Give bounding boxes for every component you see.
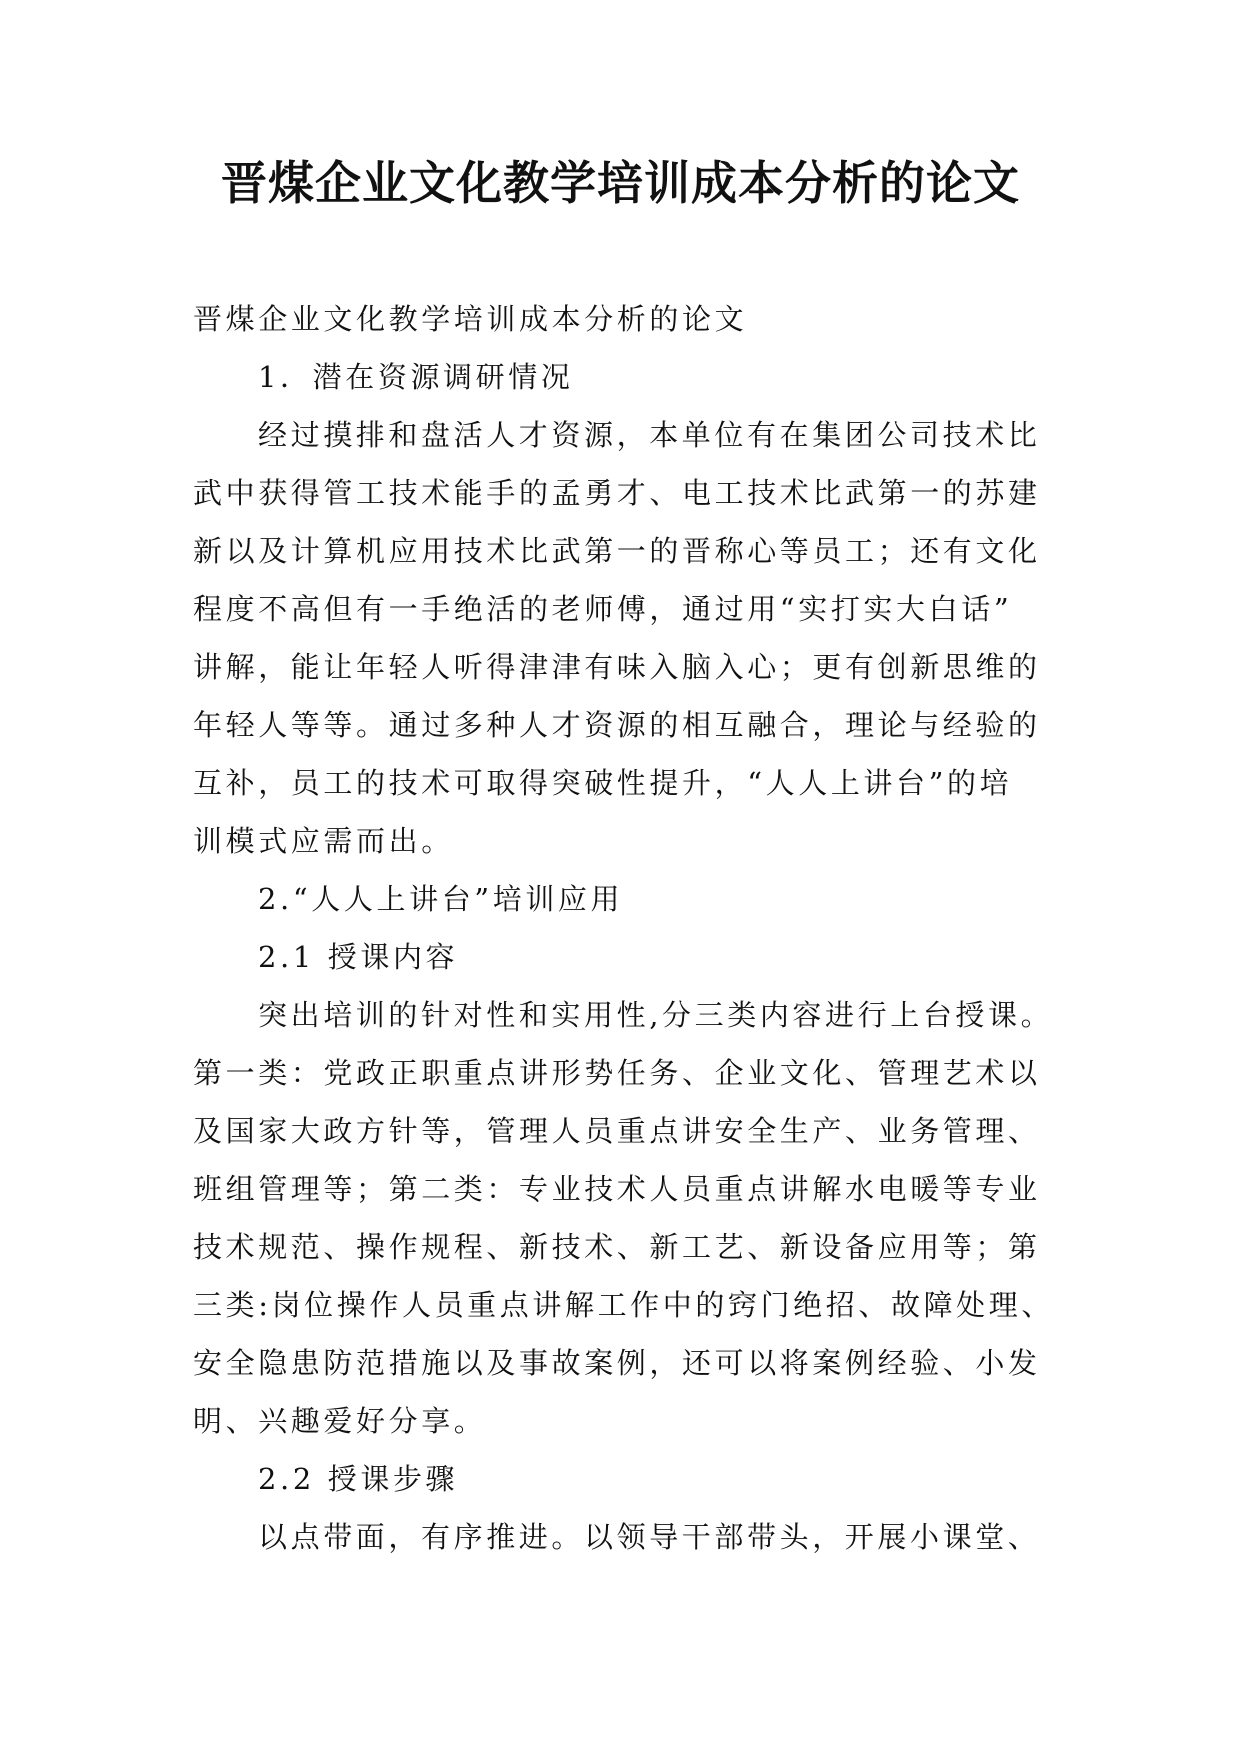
paragraph-line: 讲解，能让年轻人听得津津有味入脑入心；更有创新思维的 — [193, 650, 1041, 684]
paragraph-line: 第一类：党政正职重点讲形势任务、企业文化、管理艺术以 — [193, 1056, 1041, 1090]
paragraph-line: 经过摸排和盘活人才资源，本单位有在集团公司技术比 — [258, 418, 1041, 452]
section-heading: 2.“人人上讲台”培训应用 — [258, 882, 624, 916]
document-title: 晋煤企业文化教学培训成本分析的论文 — [221, 156, 1020, 210]
paragraph-line: 武中获得管工技术能手的孟勇才、电工技术比武第一的苏建 — [193, 476, 1041, 510]
body-line: 晋煤企业文化教学培训成本分析的论文 — [193, 302, 748, 336]
paragraph-line: 突出培训的针对性和实用性,分三类内容进行上台授课。 — [258, 998, 1054, 1032]
paragraph-line: 安全隐患防范措施以及事故案例，还可以将案例经验、小发 — [193, 1346, 1041, 1380]
paragraph-line: 年轻人等等。通过多种人才资源的相互融合，理论与经验的 — [193, 708, 1041, 742]
paragraph-line: 训模式应需而出。 — [193, 824, 454, 858]
paragraph-line: 以点带面，有序推进。以领导干部带头，开展小课堂、 — [258, 1520, 1041, 1554]
paragraph-line: 技术规范、操作规程、新技术、新工艺、新设备应用等；第 — [193, 1230, 1041, 1264]
paragraph-line: 程度不高但有一手绝活的老师傅，通过用“实打实大白话” — [193, 592, 1013, 626]
paragraph-line: 互补，员工的技术可取得突破性提升，“人人上讲台”的培 — [193, 766, 1013, 800]
subsection-heading: 2.2 授课步骤 — [258, 1462, 459, 1496]
paragraph-line: 新以及计算机应用技术比武第一的晋称心等员工；还有文化 — [193, 534, 1041, 568]
paragraph-line: 三类:岗位操作人员重点讲解工作中的窍门绝招、故障处理、 — [193, 1288, 1054, 1322]
document-body — [193, 290, 1073, 1566]
section-heading: 1．潜在资源调研情况 — [258, 360, 574, 394]
paragraph-line: 及国家大政方针等，管理人员重点讲安全生产、业务管理、 — [193, 1114, 1041, 1148]
paragraph-line: 班组管理等；第二类：专业技术人员重点讲解水电暖等专业 — [193, 1172, 1041, 1206]
subsection-heading: 2.1 授课内容 — [258, 940, 459, 974]
paragraph-line: 明、兴趣爱好分享。 — [193, 1404, 487, 1438]
